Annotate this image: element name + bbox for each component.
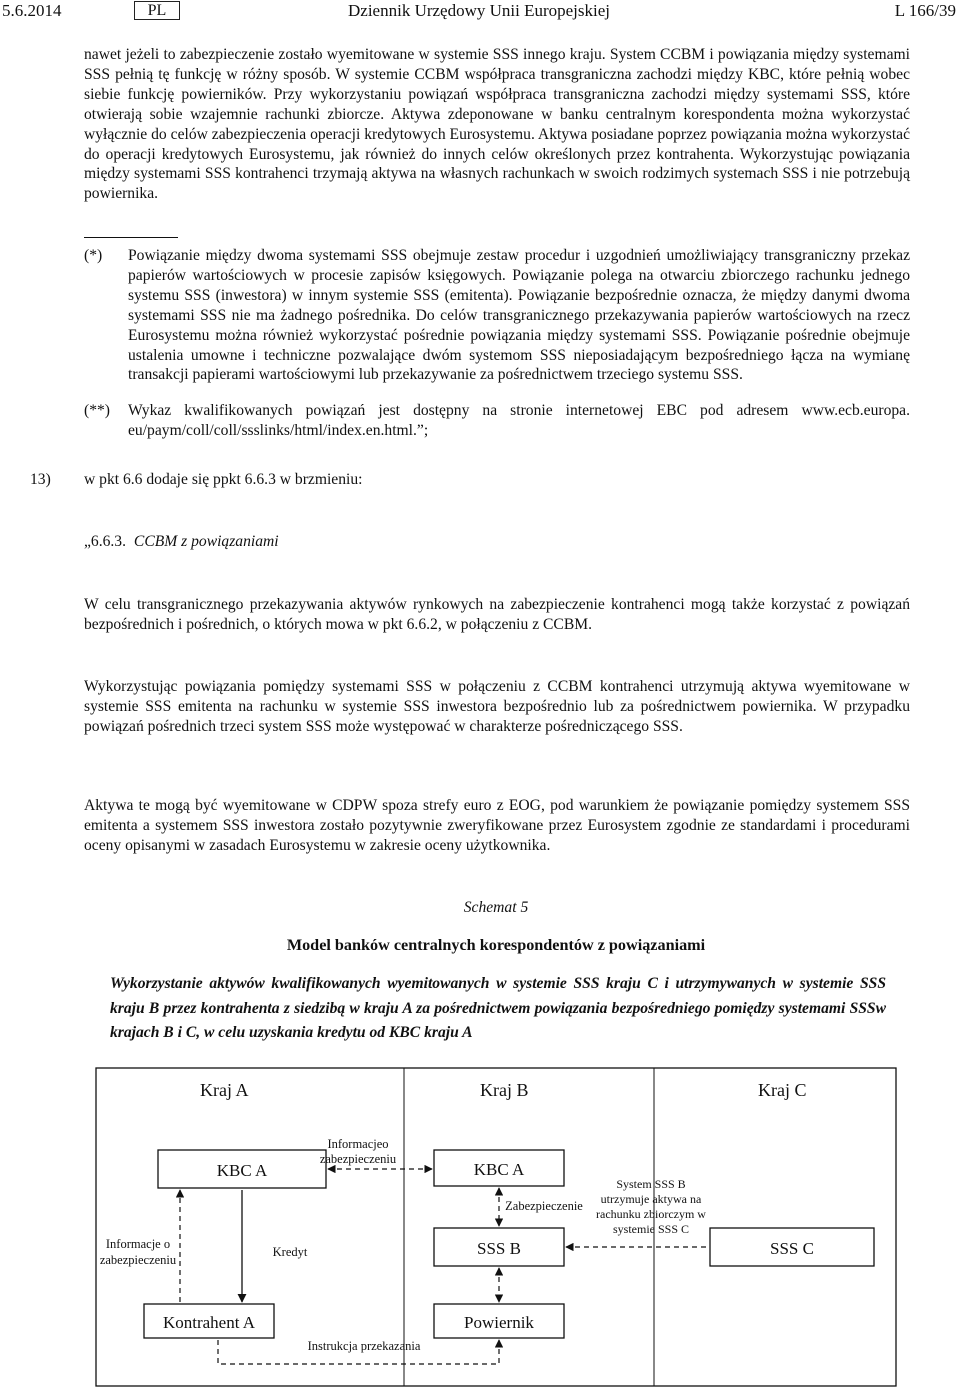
country-c-label: Kraj C — [758, 1080, 807, 1100]
publication-date: 5.6.2014 — [2, 1, 62, 20]
label-zabezpieczenie: Zabezpieczenie — [505, 1199, 583, 1213]
scheme-title: Model banków centralnych korespondentów z powiązaniami — [286, 936, 706, 954]
country-b-label: Kraj B — [480, 1080, 529, 1100]
label-system-3: rachunku zbiorczym w — [596, 1207, 706, 1221]
box-sss-b-label: SSS B — [477, 1239, 521, 1258]
section-title: CCBM z powiązaniami — [133, 533, 279, 550]
label-info-left-2: zabezpieczeniu — [99, 1253, 177, 1267]
label-system-1: System SSS B — [616, 1177, 686, 1191]
label-system-2: utrzymuje aktywa na — [600, 1192, 702, 1206]
scheme-subtitle: Wykorzystanie aktywów kwalifikowanych wyemitowanych w systemie SSS kraju C i utrzymywanych w systemie SSS kraju B przez kontrahenta z siedzibą w kraju A za pośrednictwem powiązania bezpośredniego pomiędzy systemami SSSw krajach B i C, w celu uzyskania kredytu od KBC kraju A — [110, 975, 886, 1041]
box-powiernik-label: Powiernik — [464, 1313, 534, 1332]
label-info-left-1: Informacje o — [105, 1237, 171, 1251]
paragraph-3: Aktywa te mogą być wyemitowane w CDPW spoza strefy euro z EOG, pod warunkiem że powiązanie pomiędzy systemem SSS emitenta a systemem SSS inwestora zostało pozytywnie zweryfikowane przez Eurosystem zgodnie ze standardami i procedurami oceny opisanymi w zasadach Eurosystemu w zakresie oceny użytkownika. — [84, 797, 910, 854]
country-a-label: Kraj A — [200, 1080, 249, 1100]
item-text: w pkt 6.6 dodaje się ppkt 6.6.3 w brzmieniu: — [84, 471, 363, 488]
section-number: „6.6.3. — [84, 533, 127, 550]
scheme-label: Schemat 5 — [463, 899, 529, 916]
footnote-mark: (**) — [84, 402, 110, 419]
item-number: 13) — [30, 471, 51, 488]
label-system-4: systemie SSS C — [612, 1222, 690, 1236]
footnote-mark: (*) — [84, 247, 103, 264]
intro-paragraph: nawet jeżeli to zabezpieczenie zostało wyemitowane w systemie SSS innego kraju. System CCBM i powiązania między systemami SSS pełnią tę funkcję w różny sposób. W systemie CCBM współpraca transgraniczna zachodzi między KBC, które pełnią wobec siebie funkcję powierników. Przy wykorzystaniu powiązań współpraca transgraniczna zachodzi między systemami SSS, które otwierają sobie wzajemnie rachunki zbiorcze. Aktywa zdeponowane w banku centralnym korespondenta można wykorzystać wyłącznie do celów zabezpieczenia operacji kredytowych Eurosystemu. Aktywa posiadane poprzez powiązania można wykorzystać do operacji kredytowych Eurosystemu, jak również do innych celów określonych przez kontrahenta. Wykorzystując powiązania między systemami SSS kontrahenci trzymają aktywa na własnych rachunkach w swoich rodzimych systemach SSS i nie potrzebują powiernika. — [84, 46, 910, 203]
box-kbc-a-label: KBC A — [216, 1161, 268, 1180]
language-badge: PL — [134, 1, 180, 20]
journal-title: Dziennik Urzędowy Unii Europejskiej — [348, 1, 611, 20]
label-info-top-1: Informacjeo — [327, 1137, 389, 1151]
paragraph-2: Wykorzystując powiązania pomiędzy systemami SSS w połączeniu z CCBM kontrahenci utrzymują aktywa wyemitowane w systemie SSS emitenta na rachunku w systemie SSS inwestora bezpośrednio lub za pośrednictwem powiernika. W przypadku powiązań pośrednich trzeci system SSS może występować w charakterze pośredniczącego SSS. — [84, 678, 910, 735]
label-info-top-2: zabezpieczeniu — [319, 1152, 397, 1166]
footnote-text: Wykaz kwalifikowanych powiązań jest dostępny na stronie internetowej EBC pod adresem www.ecb.europa. eu/paym/coll/coll/ssslinks/html/index.en.html.”; — [128, 402, 910, 439]
paragraph-1: W celu transgranicznego przekazywania aktywów rynkowych na zabezpieczenie kontrahenci mogą także korzystać z powiązań bezpośrednich i pośrednich, o których mowa w pkt 6.6.2, w połączeniu z CCBM. — [84, 596, 910, 633]
box-kbc-b-label: KBC A — [473, 1160, 525, 1179]
box-sss-c-label: SSS C — [770, 1239, 814, 1258]
label-kredyt: Kredyt — [272, 1245, 308, 1259]
box-kontrahent-label: Kontrahent A — [162, 1313, 256, 1332]
page-number: L 166/39 — [894, 1, 956, 20]
label-instrukcja: Instrukcja przekazania — [307, 1339, 421, 1353]
footnote-text: Powiązanie między dwoma systemami SSS obejmuje zestaw procedur i uzgodnień umożliwiający transgraniczny przekaz papierów wartościowych w procesie zapisów księgowych. Powiązanie polega na otwarciu zbiorczego rachunku jednego systemu SSS (inwestora) w innym systemie SSS (emitenta). Powiązanie bezpośrednie oznacza, że między danymi dwoma systemami SSS nie ma żadnego pośrednika. Do celów transgranicznego przekazywania papierów wartościowych na rzecz Eurosystemu można również wykorzystać pośrednie powiązania między systemami SSS. Powiązanie pośrednie obejmuje ustalenia umowne i techniczne pozwalające dwóm systemom SSS nieposiadającym bezpośredniego łącza na wymianę transakcji papierami wartościowymi lub przekazywanie za pośrednictwem trzeciego systemu SSS. — [128, 247, 910, 384]
